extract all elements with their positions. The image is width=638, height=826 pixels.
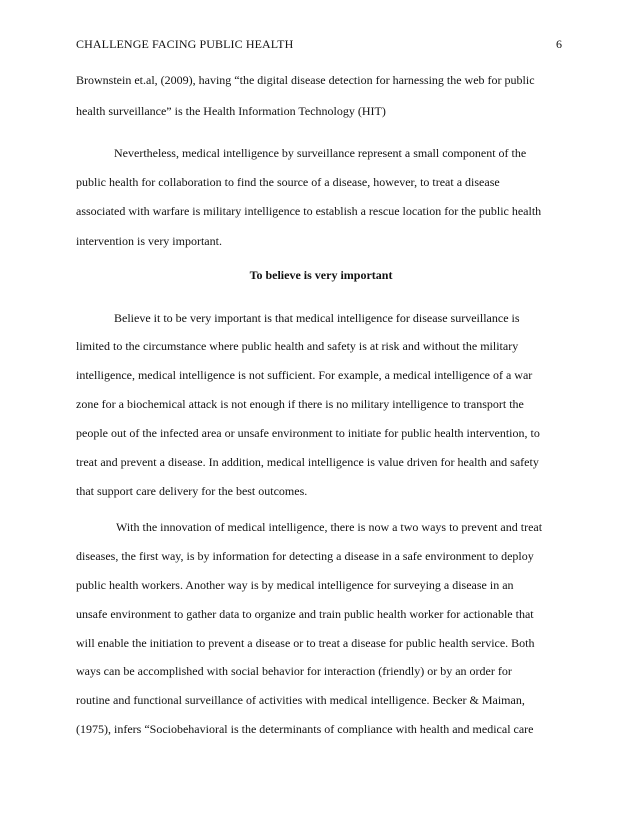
text-line: associated with warfare is military intelligence to establish a rescue location for the public health bbox=[76, 204, 542, 218]
text-line: limited to the circumstance where public health and safety is at risk and without the military bbox=[76, 339, 519, 353]
text-line: ways can be accomplished with social behavior for interaction (friendly) or by an order for bbox=[76, 664, 512, 678]
text-line: unsafe environment to gather data to organize and train public health worker for actionable that bbox=[76, 607, 534, 621]
page-number: 6 bbox=[556, 37, 562, 51]
text-line: diseases, the first way, is by information for detecting a disease in a safe environment to deploy bbox=[76, 549, 534, 563]
text-line: that support care delivery for the best outcomes. bbox=[76, 484, 308, 498]
text-line: intervention is very important. bbox=[76, 234, 222, 248]
text-line: Nevertheless, medical intelligence by surveillance represent a small component of the bbox=[114, 146, 527, 160]
text-line: routine and functional surveillance of activities with medical intelligence. Becker & Maiman, bbox=[76, 693, 525, 707]
text-line: Brownstein et.al, (2009), having “the digital disease detection for harnessing the web for public bbox=[76, 73, 535, 87]
running-title: CHALLENGE FACING PUBLIC HEALTH bbox=[76, 37, 294, 51]
text-line: public health workers. Another way is by medical intelligence for surveying a disease in an bbox=[76, 578, 514, 592]
text-line: zone for a biochemical attack is not enough if there is no military intelligence to transport the bbox=[76, 397, 524, 411]
text-line: Believe it to be very important is that medical intelligence for disease surveillance is bbox=[114, 311, 520, 325]
text-line: will enable the initiation to prevent a disease or to treat a disease for public health service. Both bbox=[76, 636, 535, 650]
text-line: intelligence, medical intelligence is not sufficient. For example, a medical intelligence of a war bbox=[76, 368, 533, 382]
text-line: public health for collaboration to find the source of a disease, however, to treat a disease bbox=[76, 175, 500, 189]
text-line: people out of the infected area or unsafe environment to initiate for public health intervention, to bbox=[76, 426, 540, 440]
text-line: treat and prevent a disease. In addition, medical intelligence is value driven for health and safety bbox=[76, 455, 539, 469]
text-line: (1975), infers “Sociobehavioral is the determinants of compliance with health and medical care bbox=[76, 722, 534, 736]
section-heading: To believe is very important bbox=[249, 268, 393, 282]
text-line: health surveillance” is the Health Information Technology (HIT) bbox=[76, 104, 386, 118]
text-line: With the innovation of medical intelligence, there is now a two ways to prevent and treat bbox=[116, 520, 543, 534]
